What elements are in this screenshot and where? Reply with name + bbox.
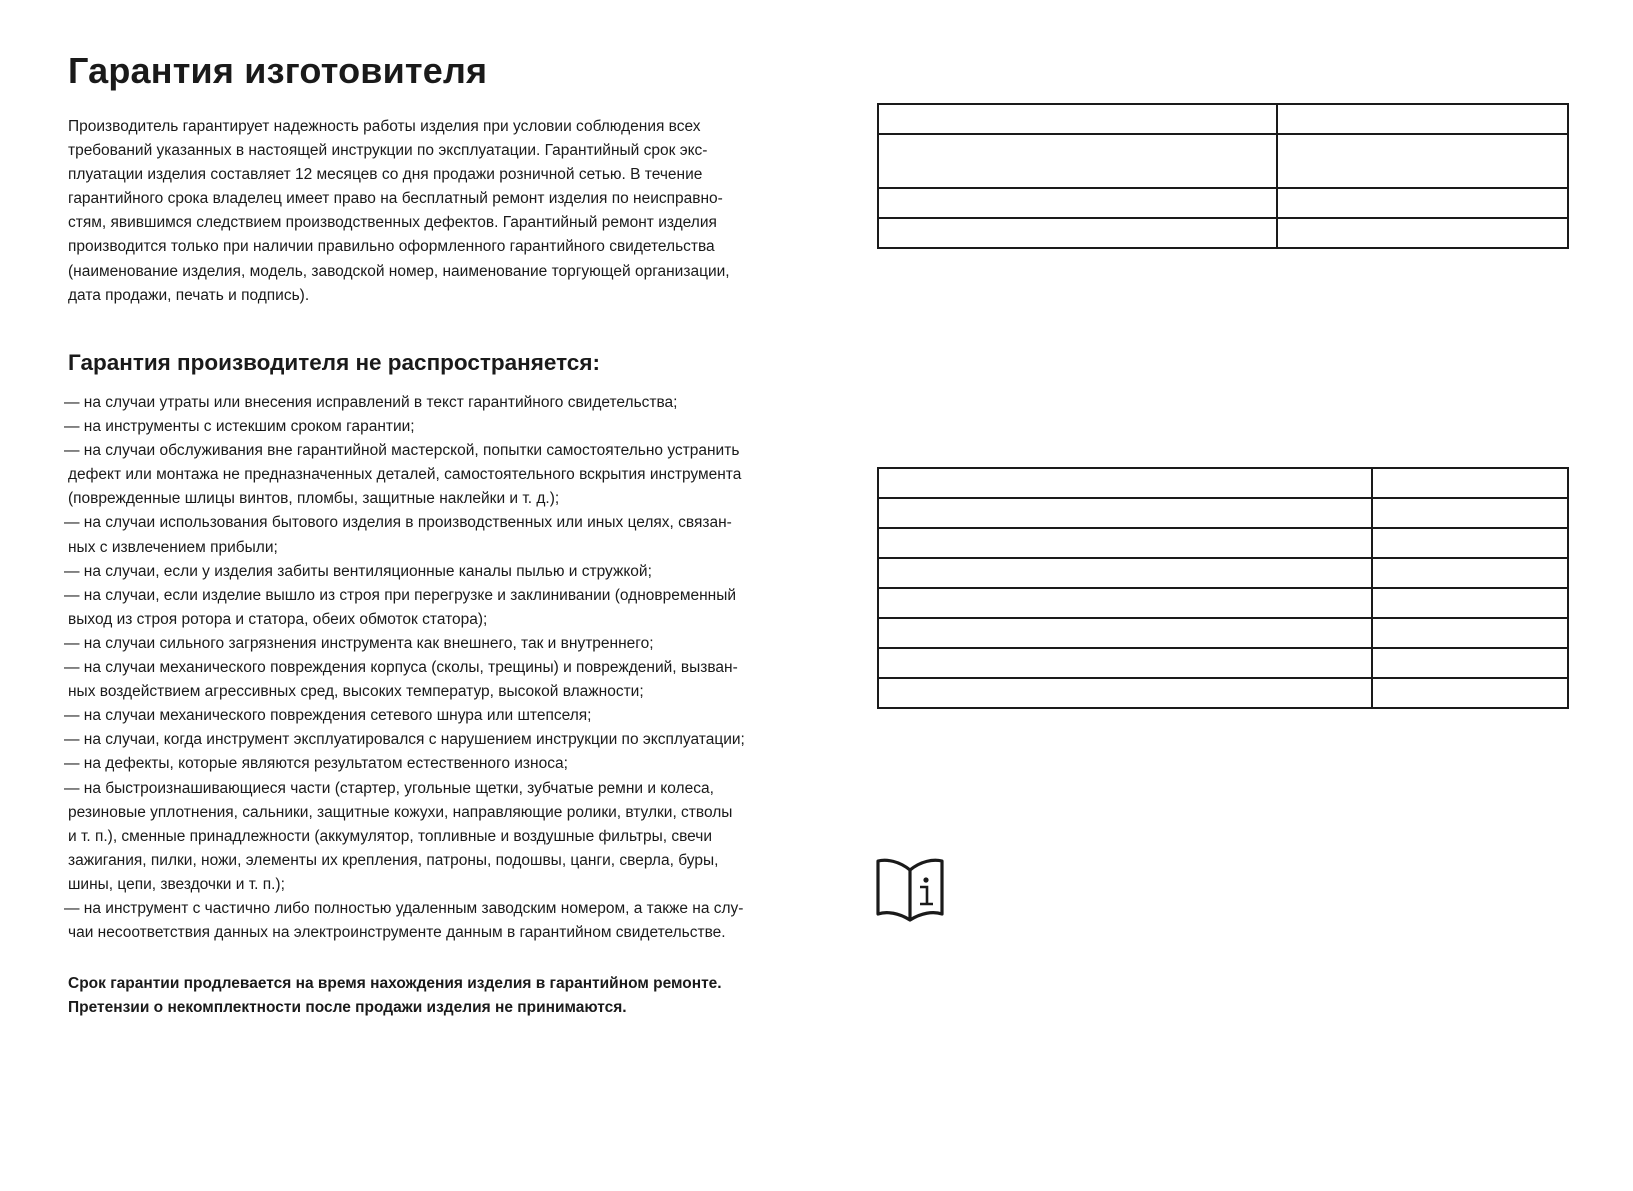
form-cell[interactable]: [878, 648, 1372, 678]
exclusion-line: шины, цепи, звездочки и т. п.);: [68, 875, 285, 893]
page-title: Гарантия изготовителя: [68, 50, 488, 91]
exclusion-line: резиновые уплотнения, сальники, защитные кожухи, направляющие ролики, втулки, стволы: [68, 803, 733, 821]
warranty-form-table-top: [877, 103, 1569, 249]
exclusion-item: [64, 584, 784, 632]
form-row: [878, 678, 1568, 708]
exclusion-item: [64, 777, 784, 897]
form-row: [878, 498, 1568, 528]
form-row: [878, 528, 1568, 558]
form-cell[interactable]: [878, 188, 1277, 218]
form-row: [878, 468, 1568, 498]
form-cell[interactable]: [878, 468, 1372, 498]
form-row: [878, 588, 1568, 618]
form-cell[interactable]: [878, 618, 1372, 648]
exclusion-line: — на случаи механического повреждения корпуса (сколы, трещины) и повреждений, вызван-: [64, 659, 738, 677]
exclusion-item: [64, 704, 784, 728]
exclusion-line: ных с извлечением прибыли;: [68, 538, 278, 556]
exclusion-line: — на случаи механического повреждения сетевого шнура или штепселя;: [64, 707, 592, 725]
form-row: [878, 104, 1568, 134]
form-cell[interactable]: [1372, 498, 1568, 528]
form-cell[interactable]: [878, 134, 1277, 188]
exclusion-item: [64, 752, 784, 776]
exclusion-item: [64, 439, 784, 511]
exclusion-item: [64, 511, 784, 559]
form-cell[interactable]: [878, 678, 1372, 708]
exclusion-line: — на случаи, когда инструмент эксплуатировался с нарушением инструкции по эксплуатации;: [64, 731, 745, 749]
note-completeness: Претензии о некомплектности после продажи изделия не принимаются.: [68, 999, 627, 1017]
intro-paragraph: [68, 115, 768, 308]
intro-line: (наименование изделия, модель, заводской номер, наименование торгующей организации,: [68, 262, 730, 280]
form-cell[interactable]: [1277, 188, 1568, 218]
form-cell[interactable]: [1372, 558, 1568, 588]
note-extension: Срок гарантии продлевается на время нахождения изделия в гарантийном ремонте.: [68, 975, 722, 992]
form-row: [878, 218, 1568, 248]
form-row: [878, 648, 1568, 678]
intro-line: требований указанных в настоящей инструкции по эксплуатации. Гарантийный срок экс-: [68, 142, 708, 160]
form-row: [878, 618, 1568, 648]
intro-line: Производитель гарантирует надежность работы изделия при условии соблюдения всех: [68, 118, 701, 135]
form-cell[interactable]: [1372, 588, 1568, 618]
form-cell[interactable]: [1372, 528, 1568, 558]
exclusion-item: [64, 391, 784, 415]
exclusion-line: (поврежденные шлицы винтов, пломбы, защитные наклейки и т. д.);: [68, 490, 560, 508]
form-cell[interactable]: [1372, 468, 1568, 498]
intro-line: гарантийного срока владелец имеет право на бесплатный ремонт изделия по неисправно-: [68, 190, 723, 208]
form-cell[interactable]: [878, 528, 1372, 558]
exclusion-line: чаи несоответствия данных на электроинструменте данным в гарантийном свидетельстве.: [68, 924, 726, 942]
exclusions-list: [64, 391, 784, 945]
intro-line: дата продажи, печать и подпись).: [68, 286, 310, 304]
intro-line: производится только при наличии правильно оформленного гарантийного свидетельства: [68, 238, 715, 256]
intro-line: плуатации изделия составляет 12 месяцев со дня продажи розничной сетью. В течение: [68, 166, 703, 184]
form-cell[interactable]: [1372, 678, 1568, 708]
form-cell[interactable]: [878, 498, 1372, 528]
form-cell[interactable]: [1372, 648, 1568, 678]
exclusion-item: [64, 415, 784, 439]
exclusion-line: и т. п.), сменные принадлежности (аккумулятор, топливные и воздушные фильтры, свечи: [68, 827, 712, 845]
form-cell[interactable]: [1277, 134, 1568, 188]
exclusion-line: — на случаи использования бытового изделия в производственных или иных целях, связан-: [64, 514, 732, 532]
warranty-notes: [68, 972, 722, 1020]
form-row: [878, 188, 1568, 218]
form-cell[interactable]: [1372, 618, 1568, 648]
exclusion-line: — на случаи, если изделие вышло из строя при перегрузке и заклинивании (одновременный: [64, 586, 737, 604]
exclusion-item: [64, 728, 784, 752]
intro-line: стям, явившимся следствием производственных дефектов. Гарантийный ремонт изделия: [68, 214, 717, 232]
exclusion-line: — на случаи утраты или внесения исправлений в текст гарантийного свидетельства;: [64, 394, 678, 411]
exclusion-line: — на инструмент с частично либо полностью удаленным заводским номером, а также на слу-: [64, 899, 744, 917]
form-cell[interactable]: [1277, 104, 1568, 134]
exclusion-line: — на случаи сильного загрязнения инструмента как внешнего, так и внутреннего;: [64, 634, 654, 652]
form-cell[interactable]: [878, 558, 1372, 588]
exclusion-line: — на случаи, если у изделия забиты вентиляционные каналы пылью и стружкой;: [64, 562, 652, 580]
form-cell[interactable]: [878, 104, 1277, 134]
exclusion-item: [64, 897, 784, 945]
form-cell[interactable]: [1277, 218, 1568, 248]
exclusion-line: — на инструменты с истекшим сроком гарантии;: [64, 418, 415, 436]
exclusion-line: — на случаи обслуживания вне гарантийной мастерской, попытки самостоятельно устранить: [64, 442, 740, 460]
form-cell[interactable]: [878, 218, 1277, 248]
exclusions-heading: Гарантия производителя не распространяется:: [68, 350, 600, 375]
exclusion-line: зажигания, пилки, ножи, элементы их крепления, патроны, подошвы, цанги, сверла, буры,: [68, 851, 719, 869]
exclusion-line: выход из строя ротора и статора, обеих обмоток статора);: [68, 610, 488, 628]
exclusion-item: [64, 632, 784, 656]
warranty-form-table-bottom: [877, 467, 1569, 709]
form-row: [878, 558, 1568, 588]
exclusion-line: — на быстроизнашивающиеся части (стартер, угольные щетки, зубчатые ремни и колеса,: [64, 779, 714, 797]
form-cell[interactable]: [878, 588, 1372, 618]
exclusion-line: — на дефекты, которые являются результатом естественного износа;: [64, 755, 568, 773]
exclusion-item: [64, 560, 784, 584]
instruction-manual-icon: [875, 858, 945, 922]
form-row: [878, 134, 1568, 188]
exclusion-line: ных воздействием агрессивных сред, высоких температур, высокой влажности;: [68, 683, 644, 701]
exclusion-line: дефект или монтажа не предназначенных деталей, самостоятельного вскрытия инструмента: [68, 466, 742, 484]
exclusion-item: [64, 656, 784, 704]
